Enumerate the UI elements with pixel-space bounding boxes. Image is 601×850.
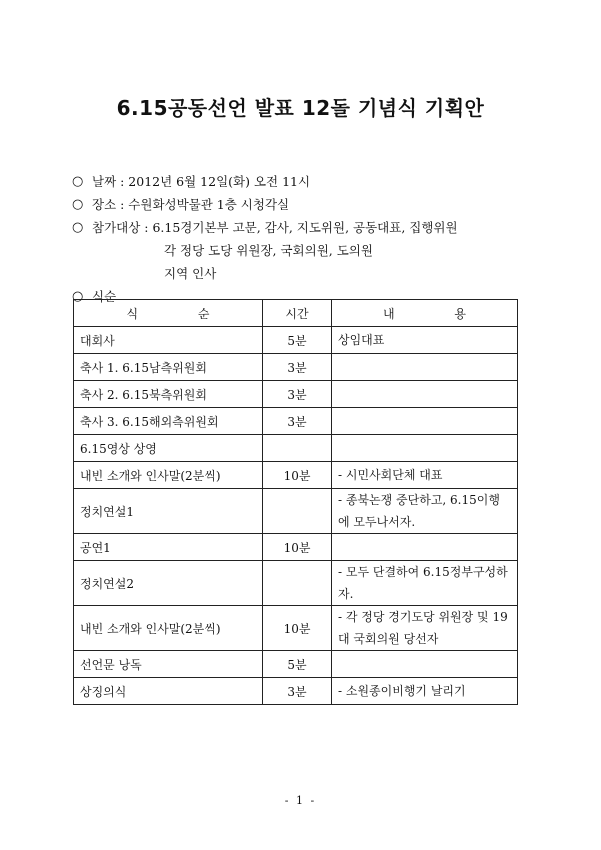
- row-time: [263, 561, 332, 606]
- row-content: - 모두 단결하여 6.15정부구성하자.: [332, 561, 518, 606]
- row-time: [263, 489, 332, 534]
- info-attendees-label: 참가대상 :: [92, 220, 153, 235]
- info-attendees-line-3: 지역 인사: [164, 266, 217, 281]
- row-content: - 시민사회단체 대표: [332, 462, 518, 489]
- table-header-row: [74, 300, 518, 327]
- row-item: 대회사: [74, 327, 263, 354]
- row-item: 상징의식: [74, 678, 263, 705]
- row-content: - 소원종이비행기 날리기: [332, 678, 518, 705]
- row-time: 10분: [263, 462, 332, 489]
- row-time: 3분: [263, 381, 332, 408]
- row-content: [332, 534, 518, 561]
- row-time: 3분: [263, 354, 332, 381]
- table-row: [74, 606, 518, 651]
- info-attendees: [72, 216, 542, 239]
- circle-bullet-icon: ○: [72, 174, 84, 189]
- info-date: [72, 170, 542, 193]
- info-place: [72, 193, 542, 216]
- document-title: 6.15공동선언 발표 12돌 기념식 기획안: [116, 96, 485, 120]
- circle-bullet-icon: ○: [72, 197, 84, 212]
- table-row: [74, 354, 518, 381]
- table-row: [74, 489, 518, 534]
- table-row: [74, 651, 518, 678]
- row-item: 축사 3. 6.15해외측위원회: [74, 408, 263, 435]
- header-time: 시간: [263, 300, 332, 327]
- row-item: 공연1: [74, 534, 263, 561]
- table-row: [74, 327, 518, 354]
- info-section: [72, 170, 542, 308]
- table-row: [74, 462, 518, 489]
- row-item: 선언문 낭독: [74, 651, 263, 678]
- header-content: 내 용: [332, 300, 518, 327]
- row-item: 축사 2. 6.15북측위원회: [74, 381, 263, 408]
- row-content: [332, 408, 518, 435]
- info-place-text: 장소 : 수원화성박물관 1층 시청각실: [92, 197, 290, 212]
- row-item: 정치연설2: [74, 561, 263, 606]
- program-table: [73, 299, 518, 705]
- row-time: 10분: [263, 534, 332, 561]
- table-row: [74, 381, 518, 408]
- row-content: [332, 354, 518, 381]
- row-time: 3분: [263, 678, 332, 705]
- row-time: 5분: [263, 327, 332, 354]
- table-row: [74, 678, 518, 705]
- info-attendees-line-2: 각 정당 도당 위원장, 국회의원, 도의원: [164, 243, 373, 258]
- row-time: 3분: [263, 408, 332, 435]
- row-content: - 종북논쟁 중단하고, 6.15이행에 모두나서자.: [332, 489, 518, 534]
- row-content: [332, 435, 518, 462]
- row-content: 상임대표: [332, 327, 518, 354]
- row-content: [332, 381, 518, 408]
- info-attendees-line-1: 6.15경기본부 고문, 감사, 지도위원, 공동대표, 집행위원: [152, 220, 458, 235]
- header-item: 식 순: [74, 300, 263, 327]
- row-content: [332, 651, 518, 678]
- row-item: 6.15영상 상영: [74, 435, 263, 462]
- row-time: 5분: [263, 651, 332, 678]
- row-content: - 각 정당 경기도당 위원장 및 19대 국회의원 당선자: [332, 606, 518, 651]
- row-time: 10분: [263, 606, 332, 651]
- circle-bullet-icon: ○: [72, 220, 84, 235]
- row-item: 정치연설1: [74, 489, 263, 534]
- table-row: [74, 408, 518, 435]
- page-number: - 1 -: [284, 794, 317, 807]
- row-time: [263, 435, 332, 462]
- table-row: [74, 435, 518, 462]
- row-item: 내빈 소개와 인사말(2분씩): [74, 606, 263, 651]
- row-item: 내빈 소개와 인사말(2분씩): [74, 462, 263, 489]
- info-date-text: 날짜 : 2012년 6월 12일(화) 오전 11시: [92, 174, 311, 189]
- info-program-label: 식순: [92, 289, 117, 304]
- table-row: [74, 534, 518, 561]
- table-row: [74, 561, 518, 606]
- circle-bullet-icon: ○: [72, 289, 84, 304]
- row-item: 축사 1. 6.15남측위원회: [74, 354, 263, 381]
